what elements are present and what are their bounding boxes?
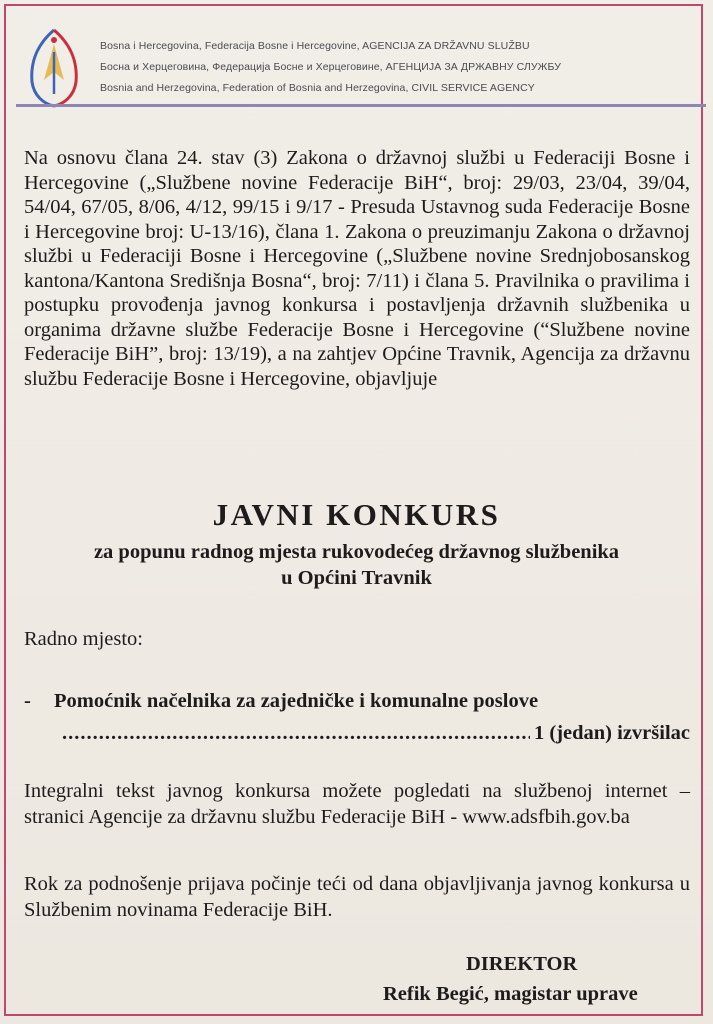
agency-name-latin: Bosna i Hercegovina, Federacija Bosne i Hercegovine, AGENCIJA ZA DRŽAVNU SLUŽBU: [100, 40, 530, 52]
dot-leader: [62, 722, 530, 745]
legal-basis-paragraph: Na osnovu člana 24. stav (3) Zakona o državnoj službi u Federaciji Bosne i Hercegovine („Službene novine Federacije BiH“, broj: 29/03, 23/04, 39/04, 54/04, 67/05, 8/06, 4/12, 99/15 i 9/17 - Presuda Ustavnog suda Federacije Bosne i Hercegovine broj: U-13/16), člana 1. Zakona o preuzimanju Zakona o državnoj službi u Federaciji Bosne i Hercegovine („Službene novine Srednjobosanskog kantona/Kantona Središnja Bosna“, broj: 7/11) i člana 5. Pravilnika o pravilima i postupku provođenja javnog konkursa i postavljenja državnih službenika u organima državne službe Federacije Bosne i Hercegovine (“Službene novine Federacije BiH”, broj: 13/19), a na zahtjev Općine Travnik, Agencija za državnu službu Federacije Bosne i Hercegovine, objavljuje: [24, 147, 690, 390]
position-name: Pomoćnik načelnika za zajedničke i komunalne poslove: [54, 690, 539, 712]
agency-header: [14, 18, 704, 110]
position-count-line: [62, 722, 690, 745]
position-label: Radno mjesto:: [24, 628, 144, 650]
announcement-title: JAVNI KONKURS: [212, 497, 501, 532]
announcement-subtitle-line1: za popunu radnog mjesta rukovodećeg državnog službenika: [93, 541, 620, 563]
list-dash: -: [24, 690, 31, 712]
signature-title: DIREKTOR: [466, 953, 578, 975]
agency-name-cyrillic: Босна и Херцеговина, Федерација Босне и Херцеговине, АГЕНЦИЈА ЗА ДРЖАВНУ СЛУЖБУ: [100, 61, 561, 73]
header-divider: [16, 104, 706, 107]
agency-name-lines: [100, 36, 700, 99]
position-count: 1 (jedan) izvršilac: [534, 722, 690, 744]
announcement-subtitle-line2: u Općini Travnik: [281, 567, 432, 589]
agency-name-english: Bosnia and Herzegovina, Federation of Bosnia and Herzegovina, CIVIL SERVICE AGENCY: [100, 82, 535, 94]
signature-name: Refik Begić, magistar uprave: [383, 983, 638, 1005]
website-paragraph: Integralni tekst javnog konkursa možete pogledati na službenoj internet – stranici Agencije za državnu službu Federacije BiH - www.adsfbih.gov.ba: [24, 780, 690, 828]
agency-logo-icon: [14, 22, 94, 110]
deadline-paragraph: Rok za podnošenje prijava počinje teći od dana objavljivanja javnog konkursa u Službenim novinama Federacije BiH.: [24, 873, 690, 921]
